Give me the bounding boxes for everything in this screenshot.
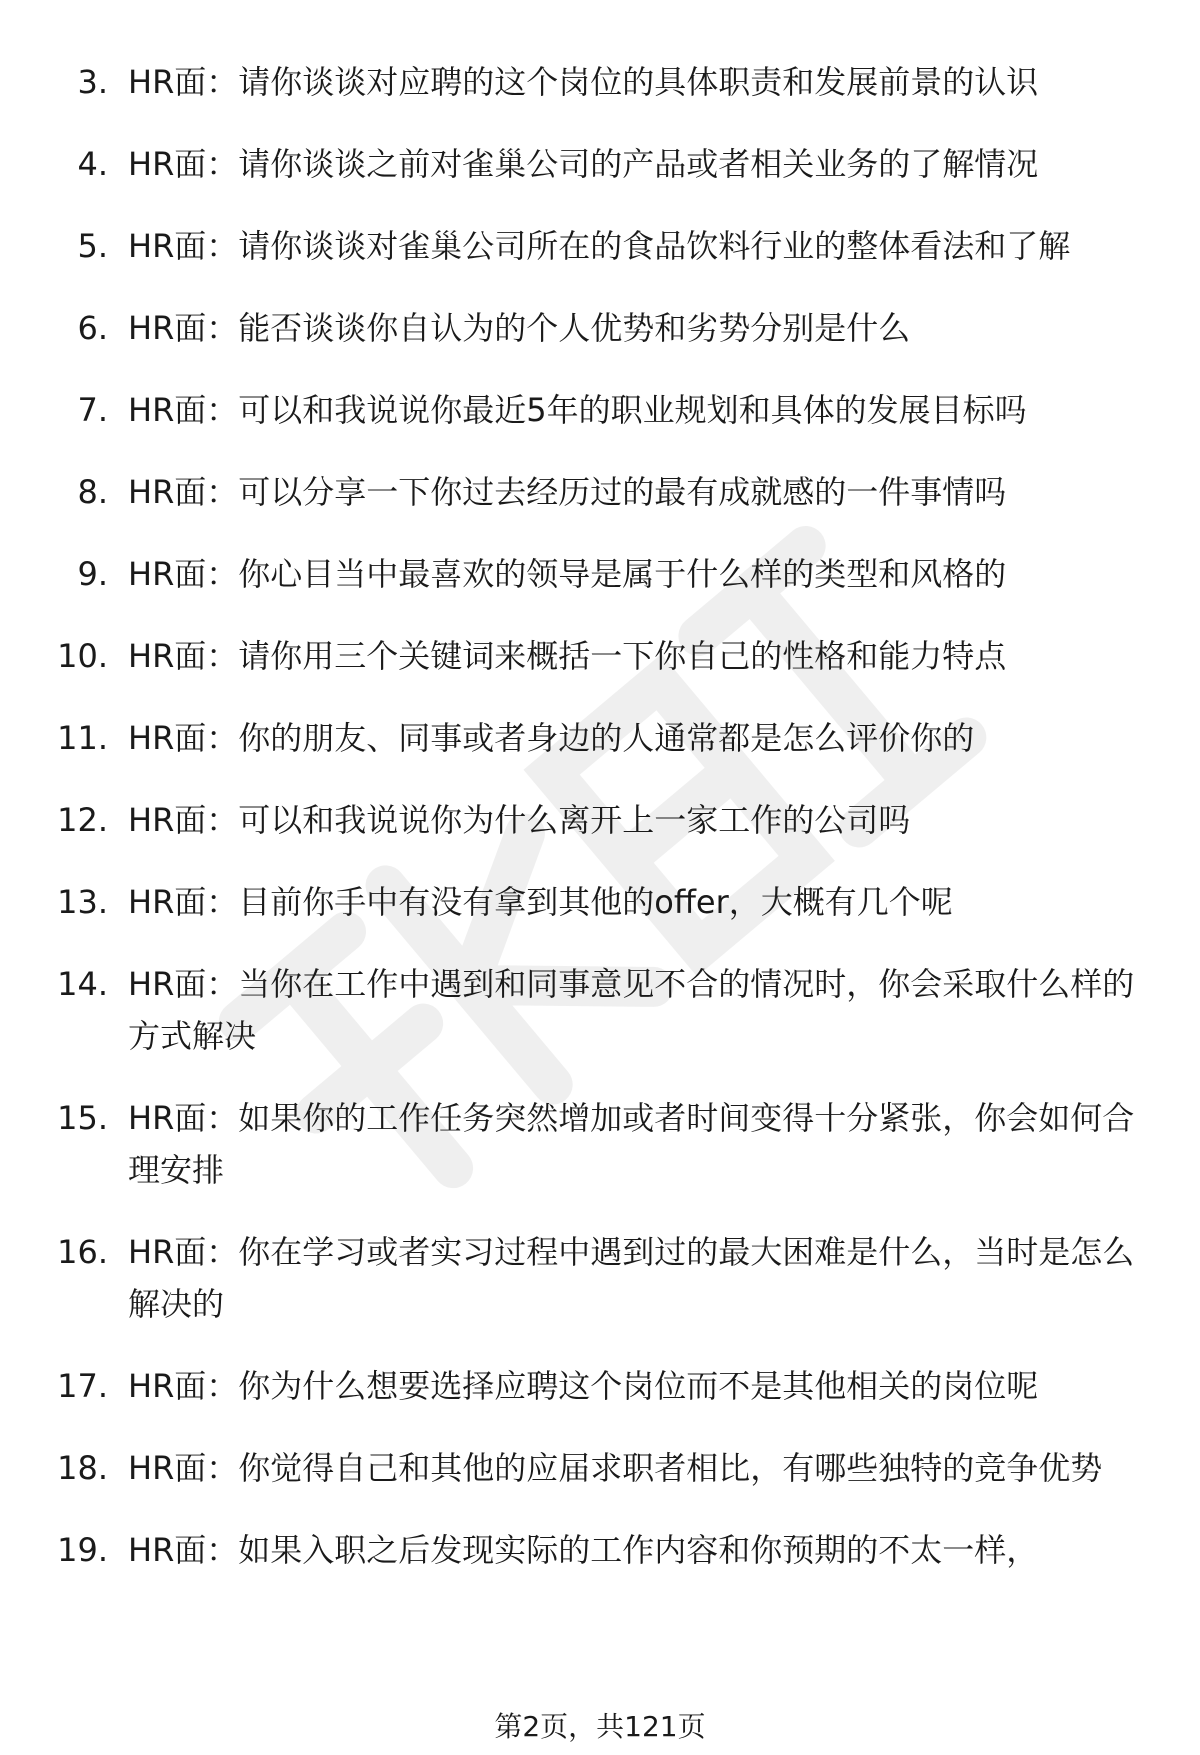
item-number: 13.	[57, 883, 108, 921]
list-item	[0, 220, 1200, 272]
item-number: 19.	[57, 1531, 108, 1569]
list-item	[0, 1442, 1200, 1494]
item-text: HR面：你觉得自己和其他的应届求职者相比，有哪些独特的竞争优势	[128, 1449, 1103, 1487]
list-item	[0, 1092, 1200, 1196]
item-number: 4.	[77, 145, 108, 183]
item-number: 17.	[57, 1367, 108, 1405]
list-item	[0, 712, 1200, 764]
item-number: 11.	[57, 719, 108, 757]
list-item	[0, 876, 1200, 928]
list-item	[0, 384, 1200, 436]
item-text: HR面：请你谈谈对雀巢公司所在的食品饮料行业的整体看法和了解	[128, 227, 1071, 265]
item-number: 10.	[57, 637, 108, 675]
item-text: HR面：能否谈谈你自认为的个人优势和劣势分别是什么	[128, 309, 911, 347]
item-text: HR面：请你谈谈之前对雀巢公司的产品或者相关业务的了解情况	[128, 145, 1039, 183]
item-text: HR面：你在学习或者实习过程中遇到过的最大困难是什么，当时是怎么解决的	[128, 1233, 1135, 1323]
item-number: 12.	[57, 801, 108, 839]
item-number: 14.	[57, 965, 108, 1003]
item-text: HR面：请你谈谈对应聘的这个岗位的具体职责和发展前景的认识	[128, 63, 1039, 101]
item-text: HR面：请你用三个关键词来概括一下你自己的性格和能力特点	[128, 637, 1007, 675]
list-item	[0, 548, 1200, 600]
item-number: 9.	[77, 555, 108, 593]
question-list	[0, 56, 1200, 1606]
list-item	[0, 56, 1200, 108]
list-item	[0, 630, 1200, 682]
list-item	[0, 958, 1200, 1062]
list-item	[0, 466, 1200, 518]
item-number: 5.	[77, 227, 108, 265]
item-text: HR面：可以和我说说你最近5年的职业规划和具体的发展目标吗	[128, 391, 1027, 429]
item-number: 15.	[57, 1099, 108, 1137]
item-number: 3.	[77, 63, 108, 101]
item-text: HR面：可以分享一下你过去经历过的最有成就感的一件事情吗	[128, 473, 1007, 511]
item-text: HR面：如果入职之后发现实际的工作内容和你预期的不太一样，	[128, 1531, 1039, 1569]
list-item	[0, 794, 1200, 846]
item-text: HR面：目前你手中有没有拿到其他的offer，大概有几个呢	[128, 883, 953, 921]
page-footer: 第2页，共121页	[494, 1710, 706, 1743]
list-item	[0, 302, 1200, 354]
item-number: 16.	[57, 1233, 108, 1271]
item-text: HR面：你心目当中最喜欢的领导是属于什么样的类型和风格的	[128, 555, 1007, 593]
item-text: HR面：你的朋友、同事或者身边的人通常都是怎么评价你的	[128, 719, 975, 757]
item-number: 6.	[77, 309, 108, 347]
item-number: 7.	[77, 391, 108, 429]
item-number: 18.	[57, 1449, 108, 1487]
item-number: 8.	[77, 473, 108, 511]
item-text: HR面：当你在工作中遇到和同事意见不合的情况时，你会采取什么样的方式解决	[128, 965, 1135, 1055]
item-text: HR面：如果你的工作任务突然增加或者时间变得十分紧张，你会如何合理安排	[128, 1099, 1135, 1189]
list-item	[0, 1226, 1200, 1330]
item-text: HR面：可以和我说说你为什么离开上一家工作的公司吗	[128, 801, 911, 839]
item-text: HR面：你为什么想要选择应聘这个岗位而不是其他相关的岗位呢	[128, 1367, 1039, 1405]
list-item	[0, 1360, 1200, 1412]
list-item	[0, 1524, 1200, 1576]
list-item	[0, 138, 1200, 190]
